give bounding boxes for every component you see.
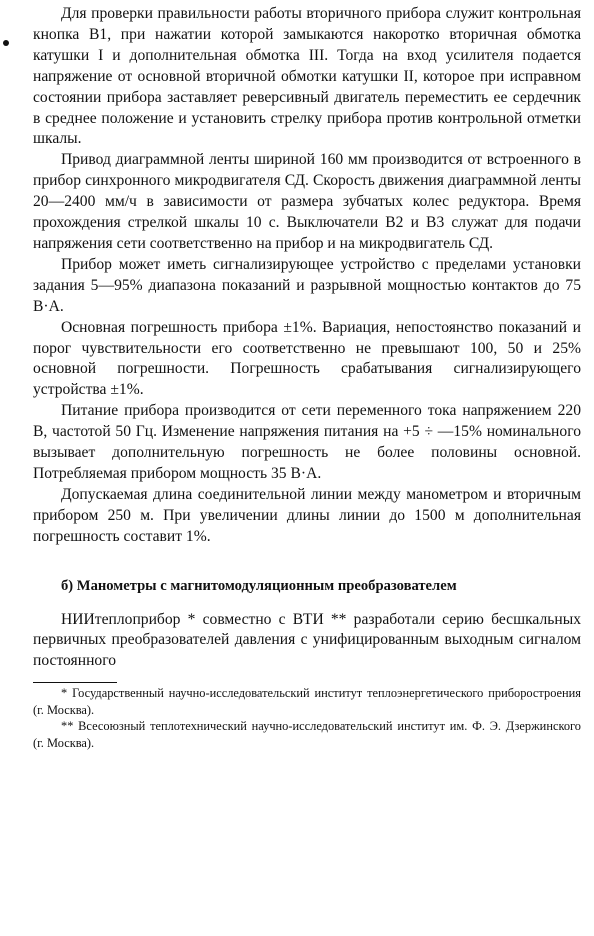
paragraph-signaling-device: Прибор может иметь сигнализирующее устройство с пределами установки задания 5—95% диапазона показаний и разрывной мощностью контактов до 75 В·А. — [33, 255, 581, 315]
section-spacer — [33, 548, 581, 577]
paragraph-control-button: Для проверки правильности работы вторичного прибора служит контрольная кнопка В1, при нажатии которой замыкаются накоротко вторичная обмотка катушки I и дополнительная обмотка III. Тогда на вход усилителя подается напряжение от основной вторичной обмотки катушки II, которое при исправном состоянии прибора заставляет реверсивный двигатель переместить ее сердечник в среднее положение и установить стрелку прибора против контрольной отметки шкалы. — [33, 5, 581, 148]
paragraph-power-supply: Питание прибора производится от сети переменного тока напряжением 220 В, частотой 50 Гц. Изменение напряжения питания на +5 ÷ —15% номинального вызывает дополнительную погрешность не более половины основной. Потребляемая прибором мощность 35 В·А. — [33, 402, 581, 482]
paragraph-section-intro: НИИтеплоприбор * совместно с ВТИ ** разработали серию бесшкальных первичных преобразователей давления с унифицированным выходным сигналом постоянного — [33, 610, 581, 670]
footnote-2: ** Всесоюзный теплотехнический научно-исследовательский институт им. Ф. Э. Дзержинского (г. Москва). — [33, 719, 581, 750]
paragraph-accuracy: Основная погрешность прибора ±1%. Вариация, непостоянство показаний и порог чувствительности его соответственно не превышают 100, 50 и 25% основной погрешности. Погрешность срабатывания сигнализирующего устройства ±1%. — [33, 318, 581, 399]
footnote-divider — [33, 682, 117, 683]
margin-bullet-mark — [3, 40, 9, 46]
paragraph-chart-drive: Привод диаграммной ленты шириной 160 мм производится от встроенного в прибор синхронного микродвигателя СД. Скорость движения диаграммной ленты 20—2400 мм/ч в зависимости от размера зубчатых колес редуктора. Время прохождения стрелкой шкалы 10 с. Выключатели В2 и В3 служат для подачи напряжения сети соответственно на прибор и на микродвигатель СД. — [33, 151, 581, 252]
paragraph-line-length: Допускаемая длина соединительной линии между манометром и вторичным прибором 250 м. При увеличении длины линии до 1500 м дополнительная погрешность составит 1%. — [33, 485, 581, 545]
section-heading: б) Манометры с магнитомодуляционным преобразователем — [61, 577, 457, 594]
page-body — [33, 4, 581, 751]
heading-spacer — [33, 596, 581, 610]
footnote-1: * Государственный научно-исследовательский институт теплоэнергетического приборостроения (г. Москва). — [33, 686, 581, 717]
